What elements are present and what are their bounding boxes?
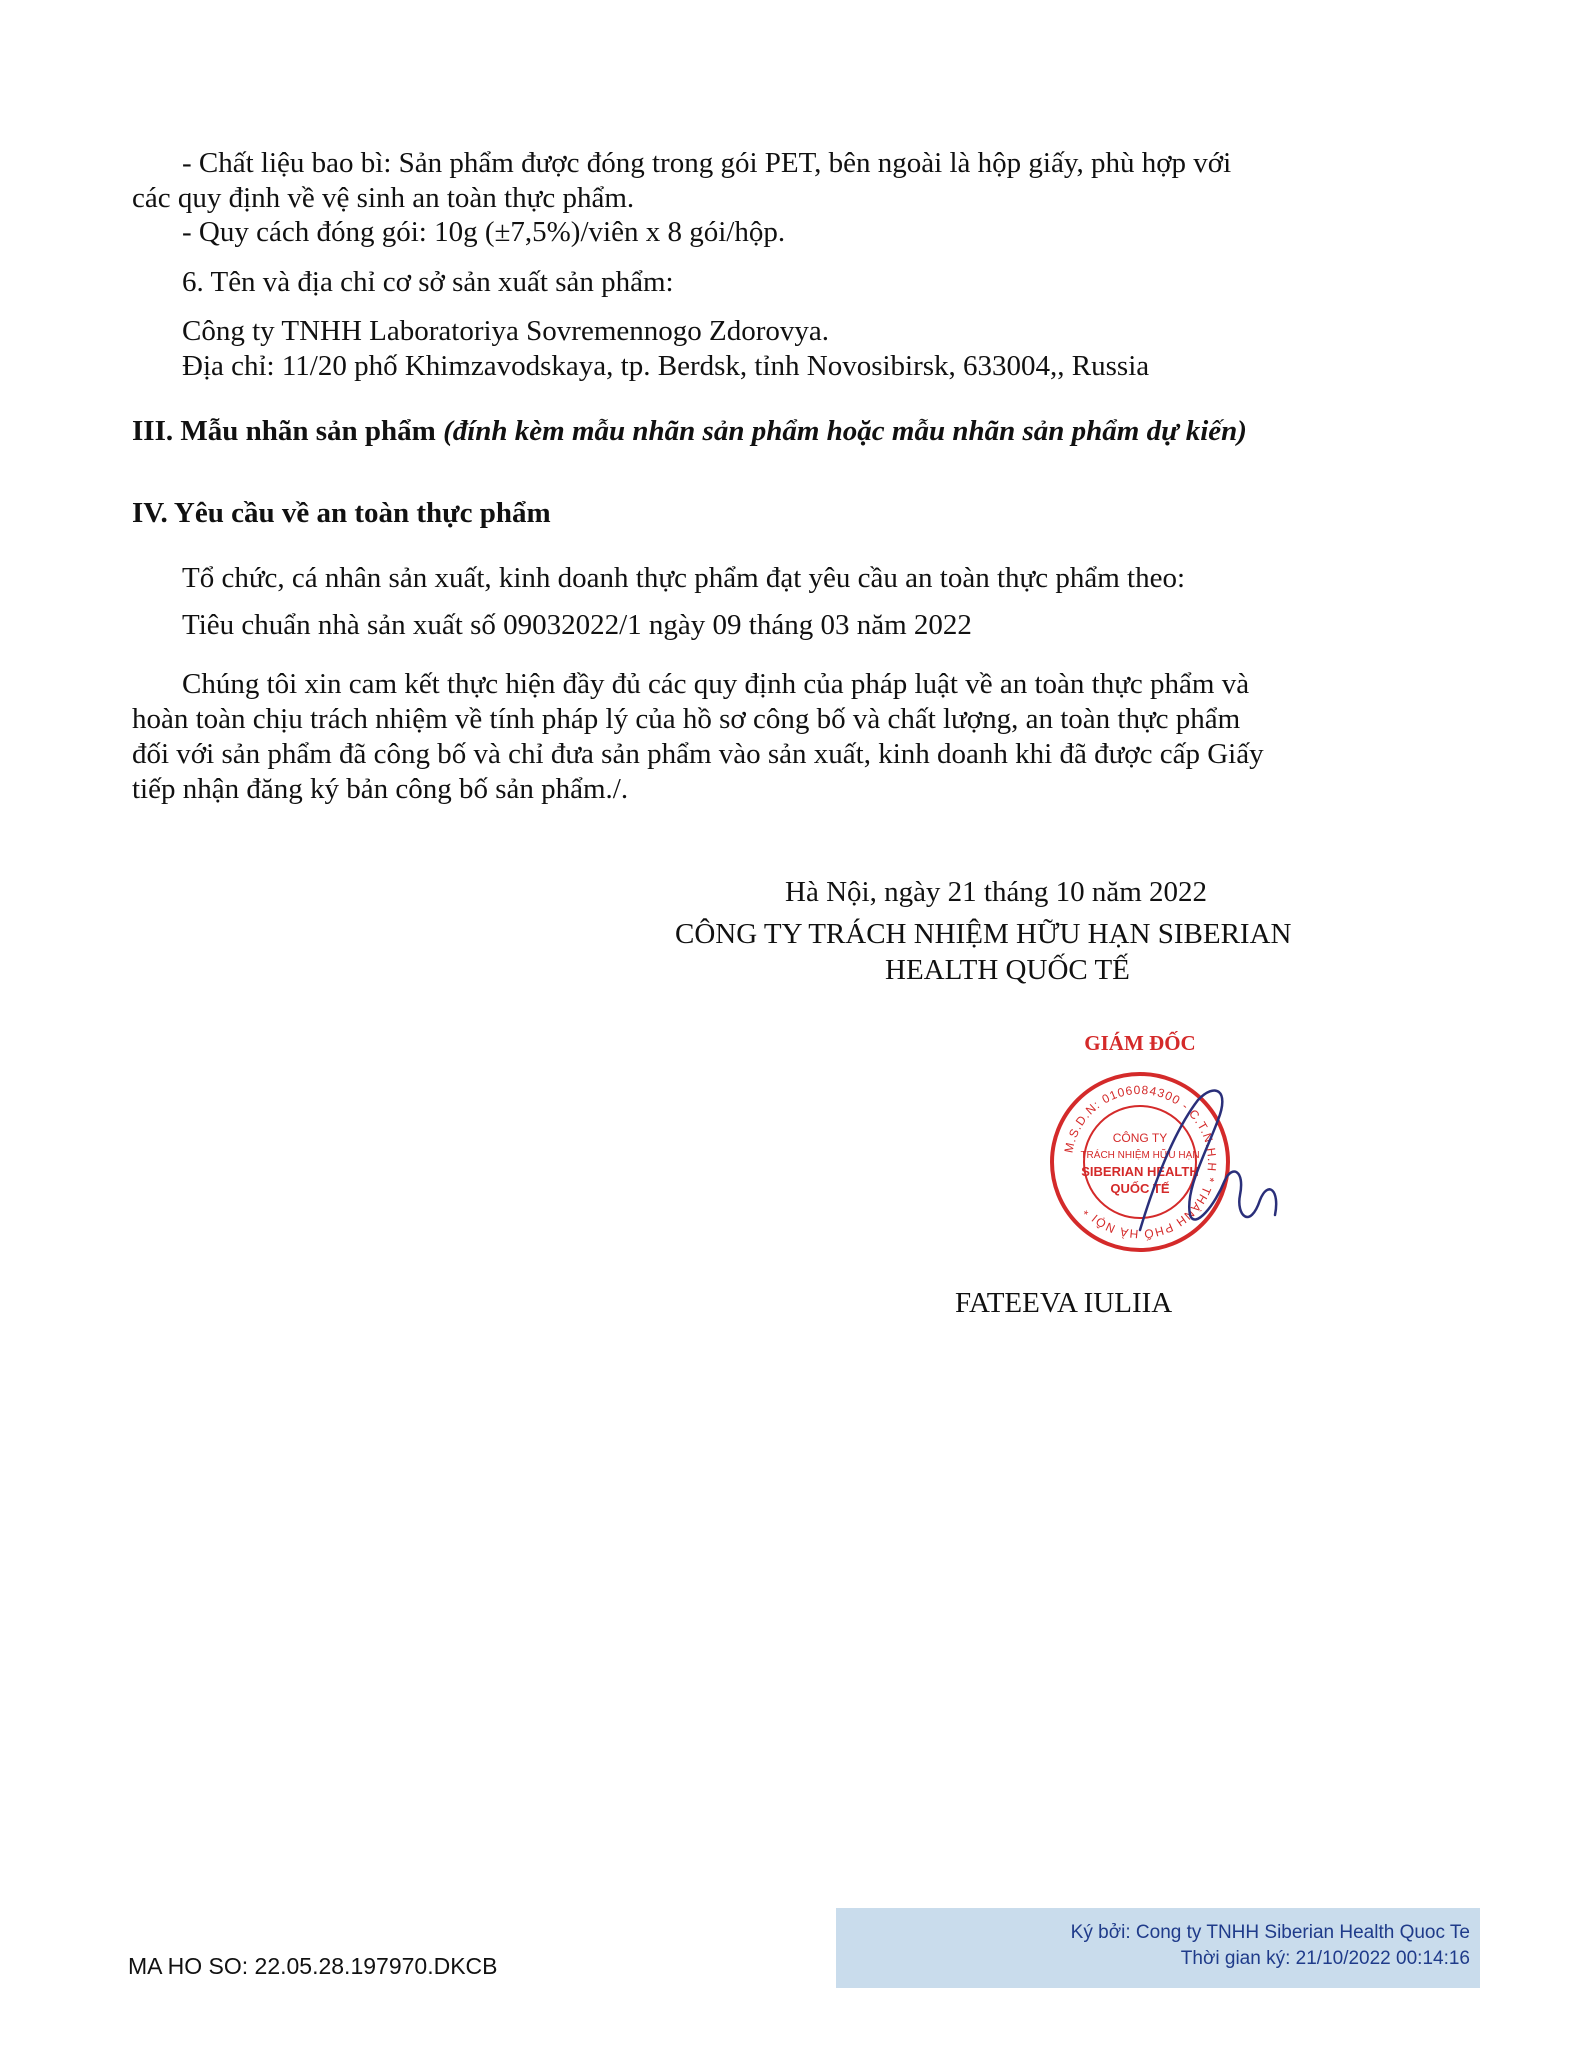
signed-by: Ký bởi: Cong ty TNHH Siberian Health Quoc Te xyxy=(1070,1922,1470,1943)
company-name-line-2: HEALTH QUỐC TẾ xyxy=(885,954,1130,986)
commitment-line-1: Chúng tôi xin cam kết thực hiện đầy đủ các quy định của pháp luật về an toàn thực phẩm và xyxy=(182,668,1250,700)
manufacturer-standard-line: Tiêu chuẩn nhà sản xuất số 09032022/1 ngày 09 tháng 03 năm 2022 xyxy=(182,609,972,641)
safety-requirement-line: Tổ chức, cá nhân sản xuất, kinh doanh thực phẩm đạt yêu cầu an toàn thực phẩm theo: xyxy=(182,562,1186,594)
director-stamp xyxy=(940,1030,1330,1270)
stamp-svg xyxy=(940,1030,1330,1270)
file-code: MA HO SO: 22.05.28.197970.DKCB xyxy=(128,1953,498,1979)
commitment-line-3: đối với sản phẩm đã công bố và chỉ đưa sản phẩm vào sản xuất, kinh doanh khi đã được cấp Giấy xyxy=(132,738,1264,770)
place-date: Hà Nội, ngày 21 tháng 10 năm 2022 xyxy=(785,876,1208,908)
signed-time: Thời gian ký: 21/10/2022 00:14:16 xyxy=(1180,1948,1470,1969)
section-4-heading: IV. Yêu cầu về an toàn thực phẩm xyxy=(132,497,551,529)
section-3-heading-row xyxy=(132,414,1247,448)
stamp-ring-text: M.S.D.N: 0106084300 - C.T.N.H.H * THÀNH PHỐ HÀ NỘI * xyxy=(1061,1082,1220,1242)
packaging-material-line: - Chất liệu bao bì: Sản phẩm được đóng trong gói PET, bên ngoài là hộp giấy, phù hợp với xyxy=(182,147,1232,179)
section-3-note: (đính kèm mẫu nhãn sản phẩm hoặc mẫu nhãn sản phẩm dự kiến) xyxy=(443,415,1247,447)
packaging-material-line-cont: các quy định về vệ sinh an toàn thực phẩm. xyxy=(132,182,635,214)
stamp-center-line-4: QUỐC TẾ xyxy=(1110,1181,1170,1196)
manufacturer-address: Địa chỉ: 11/20 phố Khimzavodskaya, tp. Berdsk, tỉnh Novosibirsk, 633004,, Russia xyxy=(182,350,1150,382)
manufacturer-heading: 6. Tên và địa chỉ cơ sở sản xuất sản phẩm: xyxy=(182,266,674,298)
digital-signature-box xyxy=(836,1908,1480,1988)
stamp-center-line-1: CÔNG TY xyxy=(1112,1131,1168,1145)
commitment-line-4: tiếp nhận đăng ký bản công bố sản phẩm./. xyxy=(132,773,629,805)
commitment-line-2: hoàn toàn chịu trách nhiệm về tính pháp lý của hồ sơ công bố và chất lượng, an toàn thực phẩm xyxy=(132,703,1241,735)
signer-name: FATEEVA IULIIA xyxy=(955,1287,1173,1319)
manufacturer-name: Công ty TNHH Laboratoriya Sovremennogo Zdorovya. xyxy=(182,315,830,347)
stamp-title: GIÁM ĐỐC xyxy=(1084,1031,1196,1055)
stamp-center-line-2: TRÁCH NHIỆM HỮU HẠN xyxy=(1080,1150,1200,1161)
packing-spec-line: - Quy cách đóng gói: 10g (±7,5%)/viên x 8 gói/hộp. xyxy=(182,216,786,248)
stamp-center-line-3: SIBERIAN HEALTH xyxy=(1081,1164,1199,1179)
company-name-line-1: CÔNG TY TRÁCH NHIỆM HỮU HẠN SIBERIAN xyxy=(675,918,1292,950)
section-3-heading: III. Mẫu nhãn sản phẩm xyxy=(132,415,436,447)
